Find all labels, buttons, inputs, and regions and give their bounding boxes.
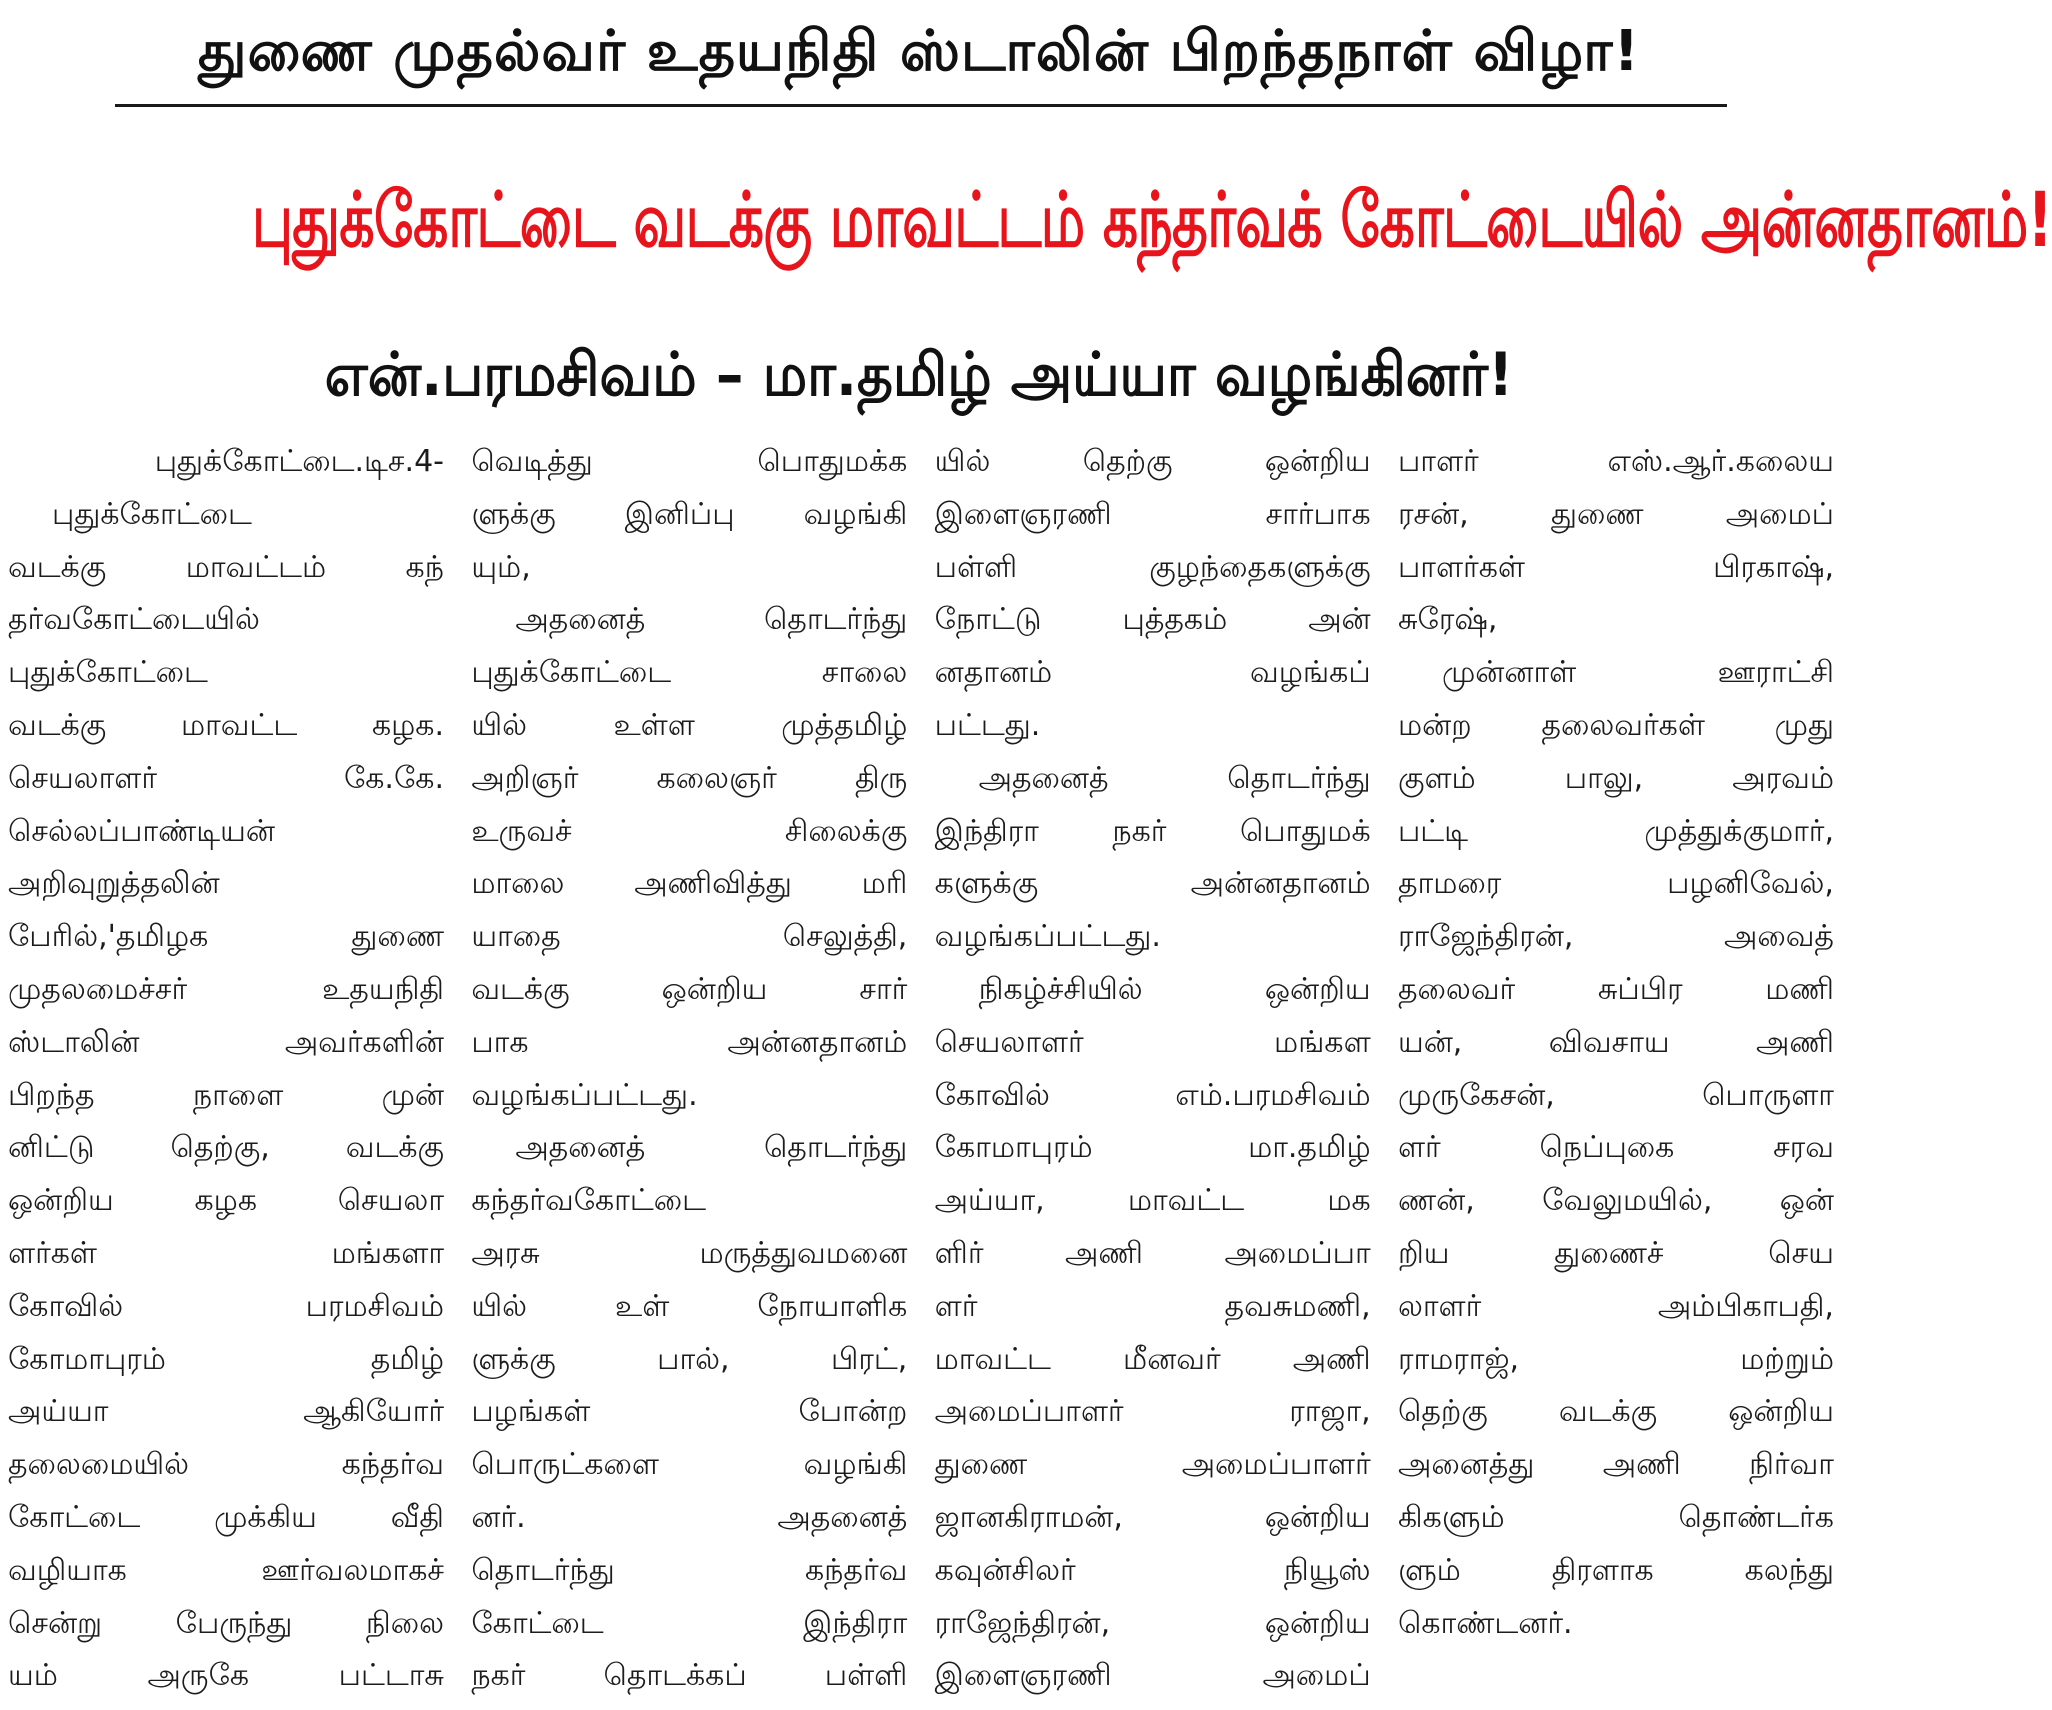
body-text-line: அறிஞர் கலைஞர் திரு (471, 760, 908, 796)
body-text-line: அறிவுறுத்தலின் (8, 866, 220, 902)
body-text-line: அரசு மருத்துவமனை (471, 1235, 908, 1271)
body-text-line: இளைஞரணி அமைப் (934, 1658, 1371, 1694)
body-text-line: யில் தெற்கு ஒன்றிய (934, 444, 1371, 479)
body-text-line: னிட்டு தெற்கு, வடக்கு (8, 1130, 444, 1166)
body-text-line: செல்லப்பாண்டியன் (8, 813, 275, 849)
text-column-2 (471, 436, 907, 1704)
body-text-line: புதுக்கோட்டை (52, 496, 252, 532)
body-text-line: தலைவர் சுப்பிர மணி (1397, 971, 1834, 1007)
body-text-line: அதனைத் தொடர்ந்து (515, 602, 908, 638)
body-text-line: பொருட்களை வழங்கி (471, 1447, 908, 1483)
body-text-line: ஜானகிராமன், ஒன்றிய (934, 1499, 1371, 1535)
body-text-line: ஒன்றிய கழக செயலா (8, 1183, 444, 1219)
body-text-line: கோவில் எம்.பரமசிவம் (934, 1077, 1371, 1113)
text-column-4 (1398, 436, 1834, 1704)
body-text-line: ராஜேந்திரன், ஒன்றிய (934, 1605, 1371, 1641)
body-text-line: செயலாளர் மங்கள (934, 1024, 1371, 1060)
body-text-line: நோட்டு புத்தகம் அன் (934, 602, 1371, 638)
text-column-1 (8, 436, 444, 1704)
body-text-line: பேரில்,'தமிழக துணை (8, 919, 444, 955)
body-text-line: ணன், வேலுமயில், ஒன் (1397, 1183, 1834, 1219)
body-text-line: ளர் தவசுமணி, (934, 1288, 1371, 1324)
body-text-line: யில் உள் நோயாளிக (471, 1288, 908, 1324)
body-text-line: களுக்கு அன்னதானம் (934, 866, 1371, 902)
body-text-line: கவுன்சிலர் நியூஸ் (934, 1552, 1371, 1588)
body-text-line: இந்திரா நகர் பொதுமக் (934, 813, 1371, 849)
body-text-line: வழங்கப்பட்டது. (471, 1077, 698, 1113)
body-text-line: உருவச் சிலைக்கு (471, 813, 908, 849)
body-text-line: கோட்டை முக்கிய வீதி (8, 1499, 444, 1535)
body-text-line: பாளர்கள் பிரகாஷ், (1397, 549, 1834, 585)
body-text-line: பட்டி முத்துக்குமார், (1397, 813, 1834, 849)
body-text-line: னதானம் வழங்கப் (934, 655, 1371, 691)
article-body (8, 436, 1834, 1704)
body-text-line: அதனைத் தொடர்ந்து (978, 760, 1371, 796)
body-text-line: குளம் பாலு, அரவம் (1397, 760, 1834, 796)
subheadline: என்.பரமசிவம் – மா.தமிழ் அய்யா வழங்கினர்! (324, 340, 1514, 410)
body-text-line: அதனைத் தொடர்ந்து (515, 1130, 908, 1166)
body-text-line: புதுக்கோட்டை.டிச.4- (154, 444, 444, 479)
body-text-line: முன்னாள் ஊராட்சி (1441, 655, 1834, 691)
body-text-line: யம் அருகே பட்டாசு (8, 1658, 444, 1694)
body-text-line: பட்டது. (934, 707, 1041, 743)
body-text-line: ளும் திரளாக கலந்து (1397, 1552, 1834, 1588)
body-text-line: முருகேசன், பொருளா (1397, 1077, 1834, 1113)
body-text-line: னர். அதனைத் (471, 1499, 908, 1535)
body-text-line: ளிர் அணி அமைப்பா (934, 1235, 1371, 1271)
body-text-line: மாலை அணிவித்து மரி (471, 866, 908, 902)
body-text-line: ளுக்கு இனிப்பு வழங்கி (471, 496, 908, 532)
body-text-line: பாளர் எஸ்.ஆர்.கலைய (1397, 444, 1834, 479)
body-text-line: அய்யா ஆகியோர் (8, 1394, 444, 1430)
body-text-line: சுரேஷ், (1397, 602, 1498, 638)
body-text-line: பாக அன்னதானம் (471, 1024, 908, 1060)
body-text-line: துணை அமைப்பாளர் (934, 1447, 1371, 1483)
body-text-line: அனைத்து அணி நிர்வா (1397, 1447, 1834, 1483)
body-text-line: தர்வகோட்டையில் (8, 602, 260, 638)
body-text-line: நிகழ்ச்சியில் ஒன்றிய (978, 971, 1371, 1007)
body-text-line: சென்று பேருந்து நிலை (8, 1605, 444, 1641)
headline: புதுக்கோட்டை வடக்கு மாவட்டம் கந்தர்வக் கோட்டையில் அன்னதானம்! (251, 175, 2052, 264)
body-text-line: தலைமையில் கந்தர்வ (8, 1447, 444, 1483)
body-text-line: யாதை செலுத்தி, (471, 919, 908, 955)
body-text-line: வடக்கு மாவட்டம் கந் (8, 549, 444, 585)
body-text-line: ளர் நெப்புகை சரவ (1397, 1130, 1834, 1166)
kicker-underline-rule (115, 104, 1727, 107)
body-text-line: ஸ்டாலின் அவர்களின் (8, 1024, 444, 1060)
body-text-line: கோமாபுரம் தமிழ் (8, 1341, 444, 1377)
body-text-line: யில் உள்ள முத்தமிழ் (471, 707, 908, 743)
body-text-line: ரசன், துணை அமைப் (1397, 496, 1834, 532)
body-text-line: பழங்கள் போன்ற (471, 1394, 908, 1430)
body-text-line: புதுக்கோட்டை சாலை (471, 655, 908, 691)
body-text-line: வழங்கப்பட்டது. (934, 919, 1161, 955)
body-text-line: கோட்டை இந்திரா (471, 1605, 908, 1641)
body-text-line: கிகளும் தொண்டர்க (1397, 1499, 1834, 1535)
body-text-line: ளுக்கு பால், பிரட், (471, 1341, 908, 1377)
body-text-line: தொடர்ந்து கந்தர்வ (471, 1552, 908, 1588)
body-text-line: முதலமைச்சர் உதயநிதி (8, 971, 444, 1007)
body-text-line: மாவட்ட மீனவர் அணி (934, 1341, 1371, 1377)
body-text-line: ராமராஜ், மற்றும் (1397, 1341, 1834, 1377)
body-text-line: றிய துணைச் செய (1397, 1235, 1834, 1271)
body-text-line: வழியாக ஊர்வலமாகச் (8, 1552, 444, 1588)
body-text-line: மன்ற தலைவர்கள் முது (1397, 707, 1834, 743)
body-text-line: கோவில் பரமசிவம் (8, 1288, 444, 1324)
body-text-line: பள்ளி குழந்தைகளுக்கு (934, 549, 1371, 585)
body-text-line: ராஜேந்திரன், அவைத் (1397, 919, 1834, 955)
body-text-line: இளைஞரணி சார்பாக (934, 496, 1371, 532)
body-text-line: அமைப்பாளர் ராஜா, (934, 1394, 1371, 1430)
body-text-line: ளர்கள் மங்களா (8, 1235, 444, 1271)
body-text-line: நகர் தொடக்கப் பள்ளி (471, 1658, 908, 1694)
kicker-heading: துணை முதல்வர் உதயநிதி ஸ்டாலின் பிறந்தநாள் விழா! (197, 19, 1641, 84)
body-text-line: லாளர் அம்பிகாபதி, (1397, 1288, 1834, 1324)
body-text-line: புதுக்கோட்டை (8, 655, 208, 691)
body-text-line: கோமாபுரம் மா.தமிழ் (934, 1130, 1371, 1166)
body-text-line: யன், விவசாய அணி (1397, 1024, 1834, 1060)
body-text-line: யும், (471, 549, 531, 585)
body-text-line: வெடித்து பொதுமக்க (471, 444, 908, 479)
text-column-3 (935, 436, 1371, 1704)
body-text-line: தாமரை பழனிவேல், (1397, 866, 1834, 902)
body-text-line: அய்யா, மாவட்ட மக (934, 1183, 1371, 1219)
body-text-line: கொண்டனர். (1397, 1605, 1573, 1641)
body-text-line: கந்தர்வகோட்டை (471, 1183, 706, 1219)
body-text-line: வடக்கு ஒன்றிய சார் (471, 971, 908, 1007)
body-text-line: வடக்கு மாவட்ட கழக. (8, 707, 444, 743)
body-text-line: செயலாளர் கே.கே. (8, 760, 444, 796)
body-text-line: பிறந்த நாளை முன் (8, 1077, 444, 1113)
body-text-line: தெற்கு வடக்கு ஒன்றிய (1397, 1394, 1834, 1430)
